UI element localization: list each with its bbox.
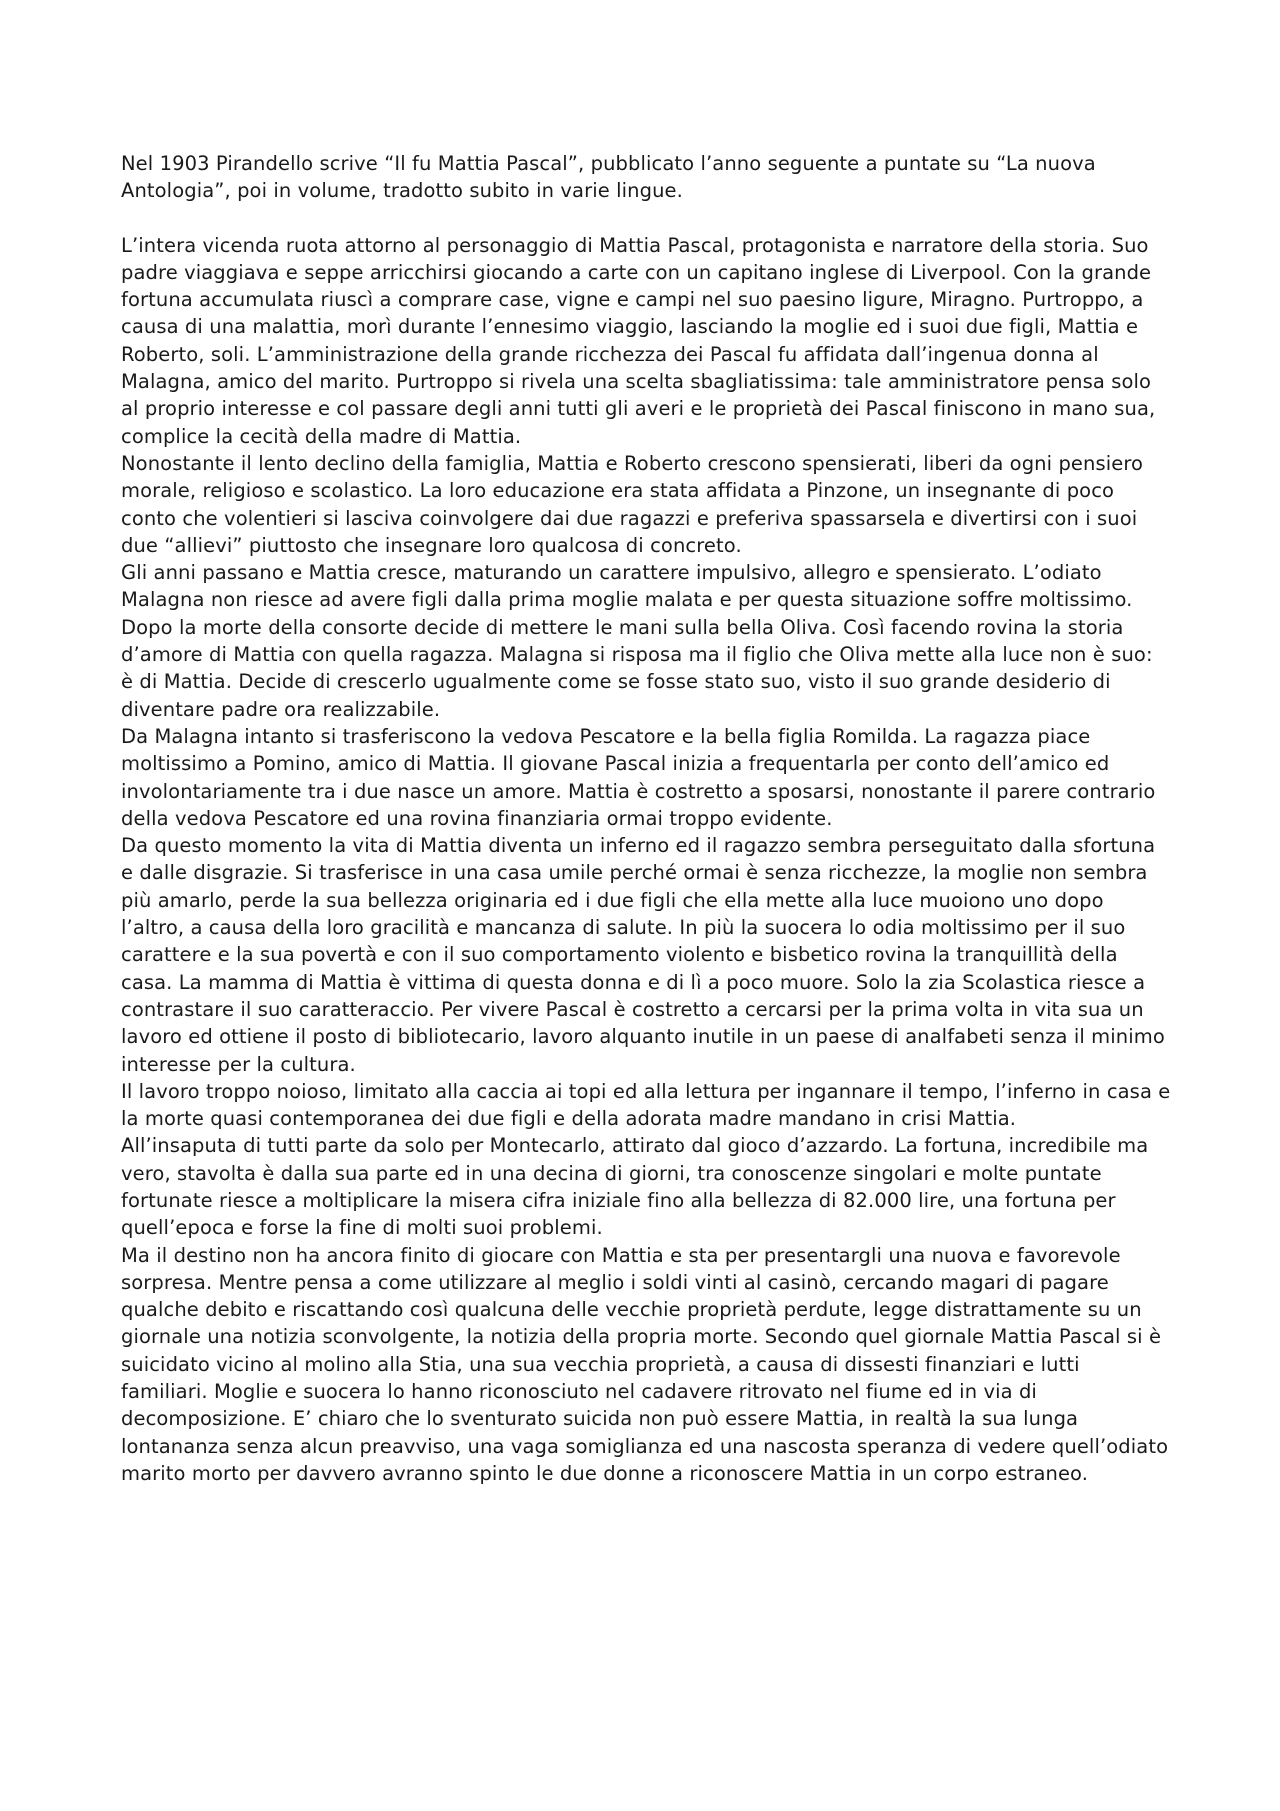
paragraph-news-of-death: Ma il destino non ha ancora finito di giocare con Mattia e sta per presentargli una nuova e favorevole sorpresa. Mentre pensa a come utilizzare al meglio i soldi vinti al casinò, cercando magari di pagare qualche debito e riscattando così qualcuna delle vecchie proprietà perdute, legge distrattamente su un giornale una notizia sconvolgente, la notizia della propria morte. Secondo quel giornale Mattia Pascal si è suicidato vicino al molino alla Stia, una sua vecchia proprietà, a causa di dissesti finanziari e lutti familiari. Moglie e suocera lo hanno riconosciuto nel cadavere ritrovato nel fiume ed in via di decomposizione. E’ chiaro che lo sventurato suicida non può essere Mattia, in realtà la sua lunga lontananza senza alcun preavviso, una vaga somiglianza ed una nascosta speranza di vedere quell’odiato marito morto per davvero avranno spinto le due donne a riconoscere Mattia in un corpo estraneo.: [121, 1243, 1169, 1485]
paragraph-family-history: L’intera vicenda ruota attorno al personaggio di Mattia Pascal, protagonista e narratore della storia. Suo padre viaggiava e seppe arricchirsi giocando a carte con un capitano inglese di Liverpool. Con la grande fortuna accumulata riuscì a comprare case, vigne e campi nel suo paesino ligure, Miragno. Purtroppo, a causa di una malattia, morì durante l’ennesimo viaggio, lasciando la moglie ed i suoi due figli, Mattia e Roberto, soli. L’amministrazione della grande ricchezza dei Pascal fu affidata dall’ingenua donna al Malagna, amico del marito. Purtroppo si rivela una scelta sbagliatissima: tale amministratore pensa solo al proprio interesse e col passare degli anni tutti gli averi e le proprietà dei Pascal finiscono in mano sua, complice la cecità della madre di Mattia.: [121, 233, 1156, 448]
paragraph-misfortunes: Da questo momento la vita di Mattia diventa un inferno ed il ragazzo sembra perseguitato dalla sfortuna e dalle disgrazie. Si trasferisce in una casa umile perché ormai è senza ricchezze, la moglie non sembra più amarlo, perde la sua bellezza originaria ed i due figli che ella mette alla luce muoiono uno dopo l’altro, a causa della loro gracilità e mancanza di salute. In più la suocera lo odia moltissimo per il suo carattere e la sua povertà e con il suo comportamento violento e bisbetico rovina la tranquillità della casa. La mamma di Mattia è vittima di questa donna e di lì a poco muore. Solo la zia Scolastica riesce a contrastare il suo caratteraccio. Per vivere Pascal è costretto a cercarsi per la prima volta in vita sua un lavoro ed ottiene il posto di bibliotecario, lavoro alquanto inutile in un paese di analfabeti senza il minimo interesse per la cultura.: [121, 834, 1165, 1076]
paragraph-childhood: Nonostante il lento declino della famiglia, Mattia e Roberto crescono spensierati, liberi da ogni pensiero morale, religioso e scolastico. La loro educazione era stata affidata a Pinzone, un insegnante di poco conto che volentieri si lasciva coinvolgere dai due ragazzi e preferiva spassarsela e divertirsi con i suoi due “allievi” piuttosto che insegnare loro qualcosa di concreto.: [121, 451, 1144, 557]
paragraph-crisis: Il lavoro troppo noioso, limitato alla caccia ai topi ed alla lettura per ingannare il tempo, l’inferno in casa e la morte quasi contemporanea dei due figli e della adorata madre mandano in crisi Mattia.: [121, 1079, 1171, 1131]
paragraph-montecarlo: All’insaputa di tutti parte da solo per Montecarlo, attirato dal gioco d’azzardo. La fortuna, incredibile ma vero, stavolta è dalla sua parte ed in una decina di giorni, tra conoscenze singolari e molte puntate fortunate riesce a moltiplicare la misera cifra iniziale fino alla bellezza di 82.000 lire, una fortuna per quell’epoca e forse la fine di molti suoi problemi.: [121, 1134, 1149, 1240]
paragraph-romilda: Da Malagna intanto si trasferiscono la vedova Pescatore e la bella figlia Romilda. La ragazza piace moltissimo a Pomino, amico di Mattia. Il giovane Pascal inizia a frequentarla per conto dell’amico ed involontariamente tra i due nasce un amore. Mattia è costretto a sposarsi, nonostante il parere contrario della vedova Pescatore ed una rovina finanziaria ormai troppo evidente.: [121, 724, 1156, 830]
paragraph-intro: Nel 1903 Pirandello scrive “Il fu Mattia Pascal”, pubblicato l’anno seguente a puntate su “La nuova Antologia”, poi in volume, tradotto subito in varie lingue.: [121, 152, 1096, 203]
paragraph-malagna-oliva: Gli anni passano e Mattia cresce, maturando un carattere impulsivo, allegro e spensierato. L’odiato Malagna non riesce ad avere figli dalla prima moglie malata e per questa situazione soffre moltissimo. Dopo la morte della consorte decide di mettere le mani sulla bella Oliva. Così facendo rovina la storia d’amore di Mattia con quella ragazza. Malagna si risposa ma il figlio che Oliva mette alla luce non è suo: è di Mattia. Decide di crescerlo ugualmente come se fosse stato suo, visto il suo grande desiderio di diventare padre ora realizzabile.: [121, 561, 1153, 721]
document-body: [121, 150, 1171, 1487]
